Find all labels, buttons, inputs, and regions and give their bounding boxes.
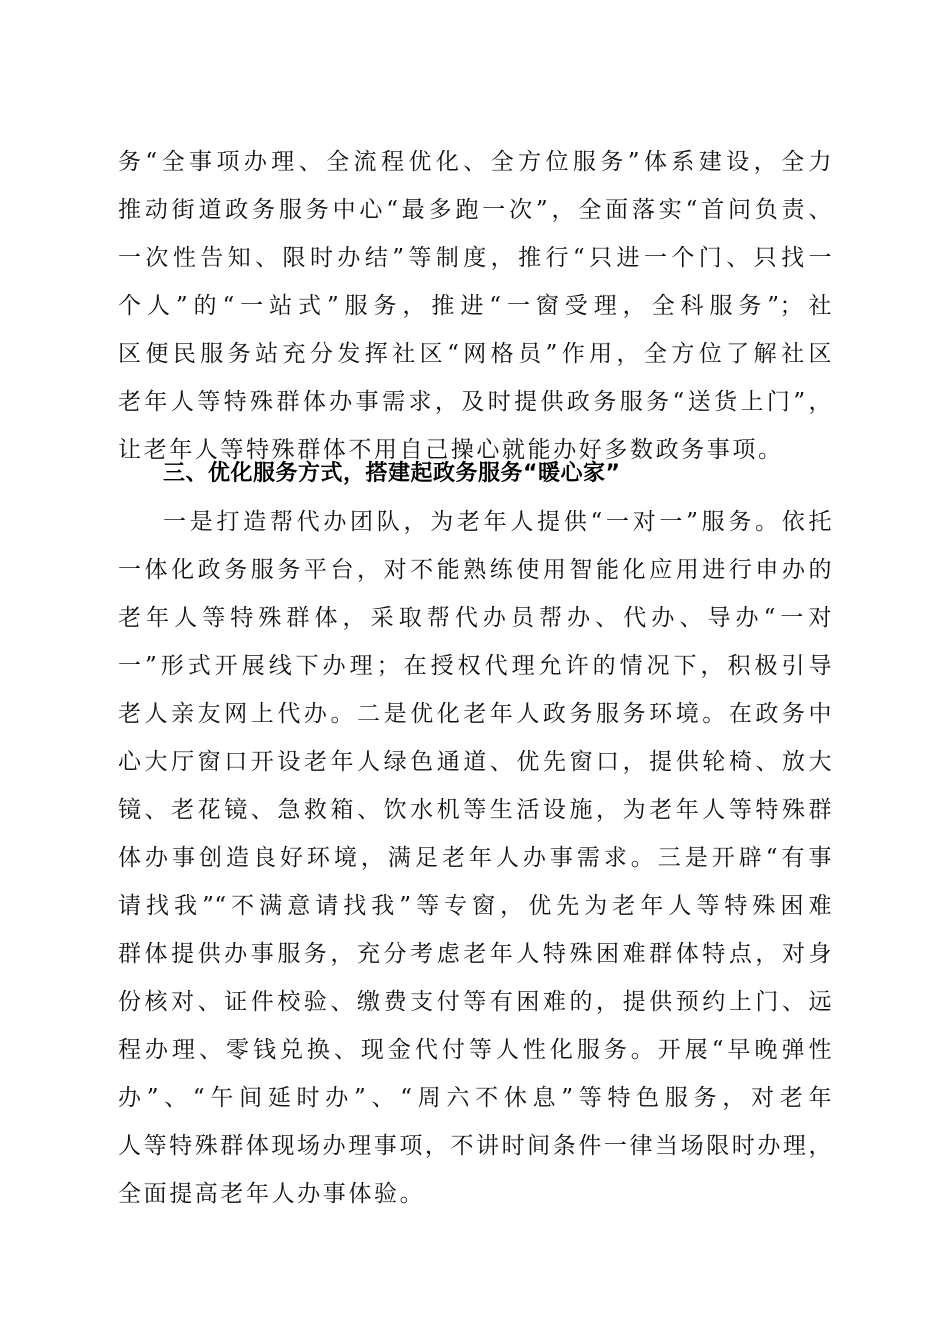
paragraph-2-line-4: 一”形式开展线下办理；在授权代理允许的情况下，积极引导 (118, 653, 832, 679)
paragraph-2-line-11: 份核对、证件校验、缴费支付等有困难的，提供预约上门、远 (118, 989, 832, 1015)
paragraph-2-line-5: 老人亲友网上代办。二是优化老年人政务服务环境。在政务中 (118, 701, 832, 727)
section-heading: 三、优化服务方式，搭建起政务服务“暖心家” (163, 461, 621, 486)
paragraph-2-line-9: 请找我”“不满意请找我”等专窗，优先为老年人等特殊困难 (118, 893, 832, 919)
paragraph-2-line-14: 人等特殊群体现场办理事项，不讲时间条件一律当场限时办理， (118, 1133, 832, 1159)
paragraph-2-line-7: 镜、老花镜、急救箱、饮水机等生活设施，为老年人等特殊群 (118, 797, 832, 823)
paragraph-1-line-7: 让老年人等特殊群体不用自己操心就能办好多数政务事项。 (118, 437, 784, 463)
paragraph-1-line-5: 区便民服务站充分发挥社区“网格员”作用，全方位了解社区 (118, 341, 832, 367)
paragraph-1-line-4: 个人”的“一站式”服务，推进“一窗受理，全科服务”；社 (118, 293, 832, 319)
paragraph-2-line-8: 体办事创造良好环境，满足老年人办事需求。三是开辟“有事 (118, 845, 832, 871)
paragraph-2-line-2: 一体化政务服务平台，对不能熟练使用智能化应用进行申办的 (118, 557, 832, 583)
paragraph-1-line-2: 推动街道政务服务中心“最多跑一次”，全面落实“首问负责、 (118, 197, 832, 223)
paragraph-2-line-1: 一是打造帮代办团队，为老年人提供“一对一”服务。依托 (163, 509, 832, 535)
paragraph-2-line-15: 全面提高老年人办事体验。 (118, 1181, 426, 1207)
paragraph-2-line-3: 老年人等特殊群体，采取帮代办员帮办、代办、导办“一对 (118, 605, 832, 631)
paragraph-2-line-12: 程办理、零钱兑换、现金代付等人性化服务。开展“早晚弹性 (118, 1037, 832, 1063)
paragraph-1-line-3: 一次性告知、限时办结”等制度，推行“只进一个门、只找一 (118, 245, 832, 271)
paragraph-2-line-13: 办”、“午间延时办”、“周六不休息”等特色服务，对老年 (118, 1085, 832, 1111)
paragraph-2-line-10: 群体提供办事服务，充分考虑老年人特殊困难群体特点，对身 (118, 941, 832, 967)
paragraph-1-line-1: 务“全事项办理、全流程优化、全方位服务”体系建设，全力 (118, 149, 832, 175)
paragraph-1-line-6: 老年人等特殊群体办事需求，及时提供政务服务“送货上门”， (118, 389, 832, 415)
paragraph-2-line-6: 心大厅窗口开设老年人绿色通道、优先窗口，提供轮椅、放大 (118, 749, 832, 775)
